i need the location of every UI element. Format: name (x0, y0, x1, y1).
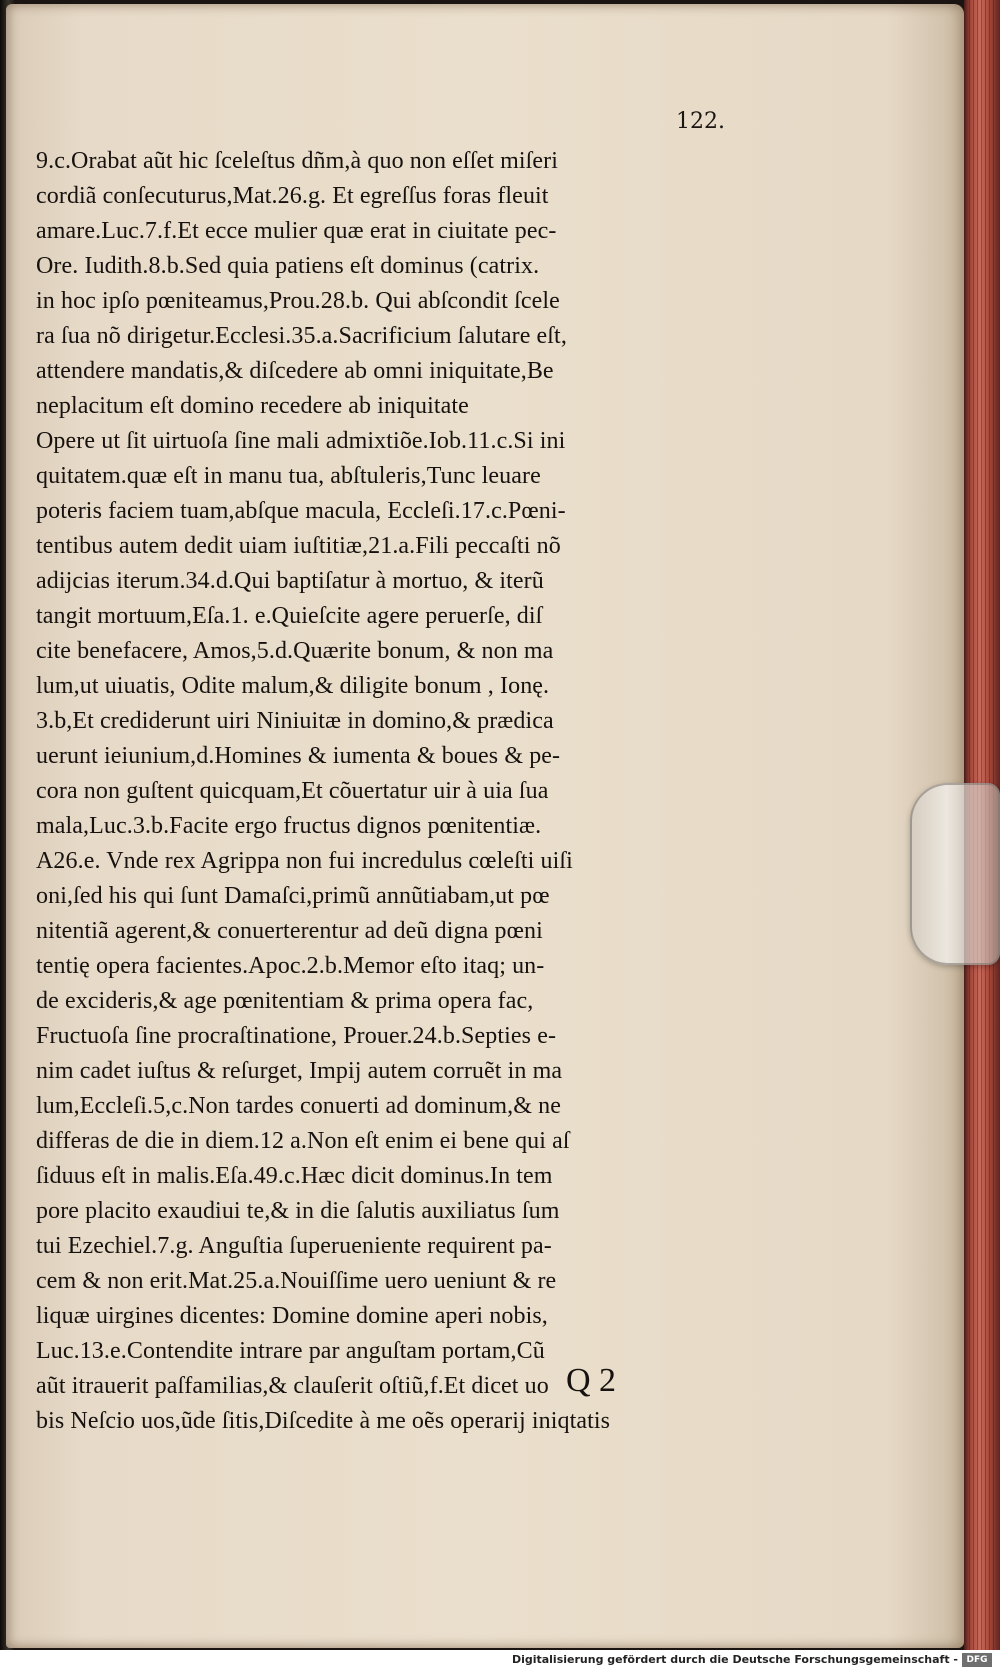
text-line: aũt itrauerit paſfamilias,& clauſerit oſtiũ,f.Et dicet uo (36, 1373, 549, 1399)
text-line: tentię opera facientes.Apoc.2.b.Memor eſto itaq; un- (36, 953, 545, 979)
text-line: 3.b,Et crediderunt uiri Niniuitæ in domino,& prædica (36, 708, 554, 734)
text-line: liquæ uirgines dicentes: Domine domine aperi nobis, (36, 1303, 548, 1329)
text-line: mala,Luc.3.b.Facite ergo fructus dignos pœnitentiæ. (36, 813, 542, 839)
text-line: adijcias iterum.34.d.Qui baptiſatur à mortuo, & iterũ (36, 568, 544, 594)
text-line: amare.Luc.7.f.Et ecce mulier quæ erat in ciuitate pec- (36, 218, 557, 244)
text-line: attendere mandatis,& diſcedere ab omni iniquitate,Be (36, 358, 554, 384)
text-line: differas de die in diem.12 a.Non eſt enim ei bene qui aſ (36, 1128, 570, 1154)
text-line: A26.e. Vnde rex Agrippa non fui incredulus cœleſti uiſi (36, 848, 573, 874)
text-line: ſiduus eſt in malis.Eſa.49.c.Hæc dicit dominus.In tem (36, 1163, 553, 1189)
text-line: ra ſua nõ dirigetur.Ecclesi.35.a.Sacrificium ſalutare eſt, (36, 323, 567, 349)
text-line: cite benefacere, Amos,5.d.Quærite bonum, & non ma (36, 638, 554, 664)
text-line: de excideris,& age pœnitentiam & prima opera fac, (36, 988, 534, 1014)
book-page (6, 4, 964, 1648)
text-line: lum,ut uiuatis, Odite malum,& diligite bonum , Ionę. (36, 673, 550, 699)
text-line: tentibus autem dedit uiam iuſtitiæ,21.a.Fili peccaſti nõ (36, 533, 561, 559)
text-line: Fructuoſa ſine procraſtinatione, Prouer.24.b.Septies e- (36, 1023, 557, 1049)
text-line: quitatem.quæ eſt in manu tua, abſtuleris,Tunc leuare (36, 463, 541, 489)
text-line: uerunt ieiunium,d.Homines & iumenta & boues & pe- (36, 743, 561, 769)
text-line: tangit mortuum,Eſa.1. e.Quieſcite agere peruerſe, diſ (36, 603, 543, 629)
text-line: tui Ezechiel.7.g. Anguſtia ſuperueniente requirent pa- (36, 1233, 552, 1259)
text-line: Ore. Iudith.8.b.Sed quia patiens eſt dominus (catrix. (36, 253, 540, 279)
digitization-footer (0, 1650, 1000, 1671)
page-text-block (36, 144, 766, 1439)
text-line: 9.c.Orabat aũt hic ſceleſtus dñm,à quo non eſſet miſeri (36, 148, 559, 174)
text-line: cem & non erit.Mat.25.a.Nouiſſime uero ueniunt & re (36, 1268, 557, 1294)
text-line: nim cadet iuſtus & reſurget, Impij autem corruẽt in ma (36, 1058, 563, 1084)
text-line: Opere ut ſit uirtuoſa ſine mali admixtiõe.Iob.11.c.Si ini (36, 428, 566, 454)
text-line: lum,Eccleſi.5,c.Non tardes conuerti ad dominum,& ne (36, 1093, 561, 1119)
text-line: bis Neſcio uos,ũde ſitis,Diſcedite à me oẽs operarij iniqtatis (36, 1408, 611, 1434)
text-line: pore placito exaudiui te,& in die ſalutis auxiliatus ſum (36, 1198, 560, 1224)
text-line: Luc.13.e.Contendite intrare par anguſtam portam,Cũ (36, 1338, 545, 1364)
text-line: neplacitum eſt domino recedere ab iniquitate (36, 393, 469, 419)
text-line: in hoc ipſo pœniteamus,Prou.28.b. Qui abſcondit ſcele (36, 288, 560, 314)
signature-mark: Q 2 (566, 1362, 617, 1399)
text-line: nitentiã agerent,& conuerterentur ad deũ digna pœni (36, 918, 543, 944)
dfg-logo: DFG (962, 1653, 992, 1667)
text-line: oni,ſed his qui ſunt Damaſci,primũ annũtiabam,ut pœ (36, 883, 550, 909)
text-line: cora non guſtent quicquam,Et cõuertatur uir à uia ſua (36, 778, 549, 804)
text-line: cordiã conſecuturus,Mat.26.g. Et egreſſus foras fleuit (36, 183, 549, 209)
page-number: 122. (676, 109, 725, 134)
funding-credit: Digitalisierung gefördert durch die Deutsche Forschungsgemeinschaft - (511, 1653, 958, 1666)
page-holder-clip (910, 783, 1000, 965)
text-line: poteris faciem tuam,abſque macula, Eccleſi.17.c.Pœni- (36, 498, 566, 524)
